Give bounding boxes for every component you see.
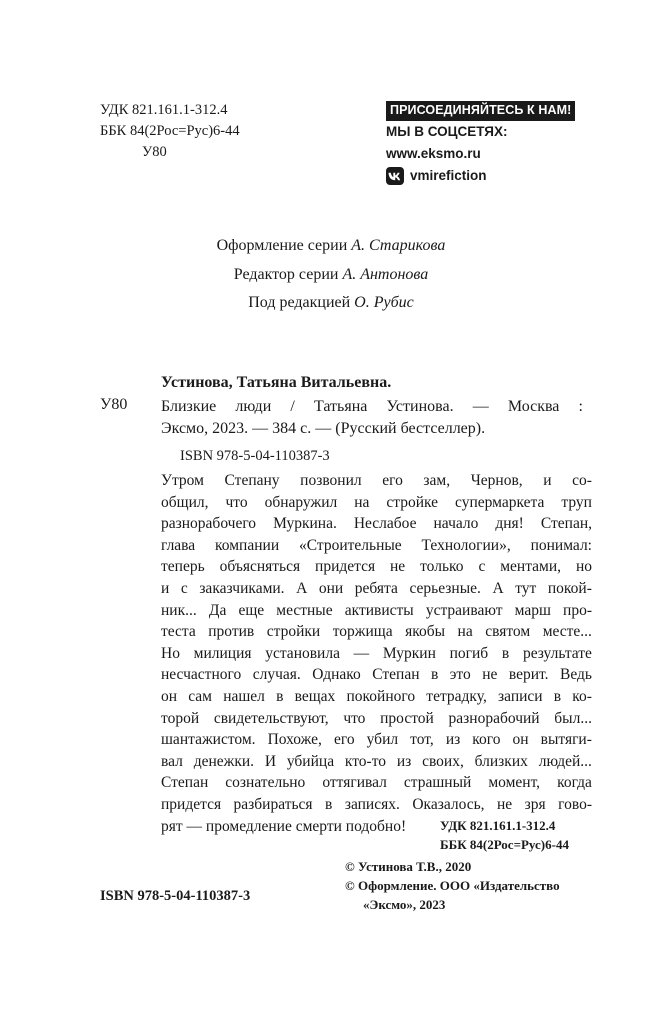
title-word: люди [235, 398, 272, 415]
annotation-word: гово- [558, 795, 592, 813]
annotation-word: тот, [410, 731, 434, 749]
title-word: Татьяна [313, 398, 368, 415]
credit-editor [0, 261, 662, 290]
annotation-word: Однако [312, 666, 361, 684]
annotation-word: покойного [346, 687, 416, 705]
annotation-word: оттягивал [322, 774, 387, 792]
annotation-word: страшный [403, 774, 472, 792]
annotation-word: записи [498, 687, 543, 705]
entry-author-mark: У80 [100, 396, 128, 413]
annotation-word: милиция [193, 644, 252, 662]
annotation-word: людей... [538, 752, 592, 770]
annotation-word: вал [161, 752, 183, 770]
title-word: : [578, 398, 583, 415]
annotation-word: со- [572, 472, 592, 489]
vk-icon [386, 167, 404, 185]
credit-design-prefix: Оформление серии [216, 237, 348, 254]
annotation-line [161, 600, 592, 622]
annotation-word: в [553, 687, 562, 705]
annotation-line [161, 794, 592, 816]
annotation-word: убийца [286, 752, 335, 770]
annotation-word: момент, [488, 774, 541, 792]
annotation-word: разбираться [233, 795, 313, 813]
annotation-word: глава [161, 536, 196, 554]
annotation-word: результате [522, 644, 592, 662]
annotation-word: покой- [547, 579, 592, 597]
bbk-code: ББК 84(2Рос=Рус)6-44 [100, 123, 240, 139]
annotation-word: в [501, 644, 510, 662]
annotation-word: Муркина. [273, 515, 337, 533]
annotation-word: торжища [332, 623, 393, 641]
annotation-word: про- [563, 601, 592, 619]
annotation-word: своих, [422, 752, 464, 770]
annotation-word: установила [265, 644, 340, 662]
entry-title-block [161, 396, 583, 440]
annotation-word: записях. [344, 795, 400, 813]
annotation-word: местные [276, 601, 333, 619]
annotation-word: дня! [495, 515, 524, 533]
annotation-word: торой [161, 709, 200, 727]
credit-editor-prefix: Редактор серии [233, 265, 339, 283]
vk-handle: vmirefiction [410, 168, 487, 183]
annotation-line [161, 708, 592, 730]
annotation-line [161, 492, 592, 514]
annotation-word: в [325, 795, 333, 813]
annotation-word: не [497, 795, 513, 813]
annotation-word: активисты [344, 601, 414, 619]
annotation-text [161, 470, 592, 837]
annotation-word: труп [561, 493, 592, 511]
udk-code-bottom: УДК 821.161.1-312.4 [440, 818, 556, 833]
annotation-word: заказчиками. [199, 579, 285, 597]
title-word: — [472, 398, 489, 415]
annotation-word: его [382, 472, 403, 489]
annotation-word: обнаружил [264, 493, 338, 511]
annotation-word: он [161, 687, 178, 705]
annotation-word: и [161, 579, 170, 597]
annotation-word: стройке [386, 493, 439, 511]
isbn-bottom: ISBN 978-5-04-110387-3 [100, 888, 251, 904]
annotation-word: что [225, 493, 248, 511]
annotation-word: Утром [161, 472, 204, 489]
annotation-word: святом [485, 623, 531, 641]
annotation-word: А [296, 579, 308, 597]
credit-edited-name: О. Рубис [354, 294, 414, 311]
annotation-word: Да [208, 601, 227, 619]
classification-codes-top [100, 100, 240, 163]
annotation-word: шантажистом. [161, 731, 256, 749]
credit-design [0, 232, 662, 261]
annotation-word: вещах [294, 687, 336, 705]
annotation-word: сознательно [225, 774, 306, 792]
annotation-word: придется [315, 558, 376, 576]
annotation-word: в [430, 666, 439, 684]
annotation-word: зря [524, 795, 546, 813]
annotation-word: случая. [252, 666, 301, 684]
credit-editor-name: А. Антонова [342, 265, 429, 283]
annotation-line [161, 643, 592, 665]
entry-title-line-1 [161, 396, 583, 418]
annotation-word: якобы [405, 623, 446, 641]
annotation-word: — [353, 644, 370, 662]
annotation-word: супермаркета [455, 493, 545, 511]
author-mark: У80 [142, 144, 167, 160]
title-word: / [290, 398, 295, 415]
annotation-word: Неслабое [353, 515, 417, 533]
annotation-word: Чернов, [470, 472, 523, 489]
annotation-line [161, 556, 592, 578]
annotation-word: на [354, 493, 370, 511]
annotation-word: А [492, 579, 504, 597]
credit-edited-prefix: Под редакцией [248, 294, 351, 311]
annotation-word: Оказалось, [412, 795, 485, 813]
copyright-design-cont: «Эксмо», 2023 [363, 897, 446, 912]
annotation-word: из [445, 731, 461, 749]
annotation-word: ребята [354, 579, 398, 597]
annotation-word: только [420, 558, 464, 576]
entry-isbn: ISBN 978-5-04-110387-3 [180, 448, 330, 464]
annotation-word: Степан [372, 666, 420, 684]
udk-code: УДК 821.161.1-312.4 [100, 102, 228, 118]
annotation-word: с [180, 579, 188, 597]
annotation-line [161, 772, 592, 794]
annotation-word: это [449, 666, 471, 684]
annotation-word: общил, [161, 493, 209, 511]
annotation-word: с [478, 558, 486, 576]
classification-codes-bottom [440, 816, 569, 854]
annotation-line [161, 751, 592, 773]
annotation-word: серьезные. [409, 579, 481, 597]
annotation-word: но [575, 558, 592, 576]
annotation-word: тетрадку, [426, 687, 487, 705]
annotation-word: нашел [223, 687, 265, 705]
annotation-word: еще [238, 601, 265, 619]
annotation-word: близких [474, 752, 528, 770]
annotation-word: разнорабочего [161, 515, 257, 533]
bbk-code-bottom: ББК 84(2Рос=Рус)6-44 [440, 837, 569, 852]
annotation-word: его [333, 731, 355, 749]
annotation-word: кого [472, 731, 501, 749]
annotation-word: компании [215, 536, 280, 554]
series-credits [0, 232, 662, 318]
website-link[interactable]: www.eksmo.ru [386, 146, 481, 161]
annotation-word: на [457, 623, 473, 641]
annotation-word: позвонил [300, 472, 362, 489]
annotation-word: против [208, 623, 255, 641]
join-us-banner: ПРИСОЕДИНЯЙТЕСЬ К НАМ! [386, 101, 575, 121]
annotation-word: тут [515, 579, 537, 597]
annotation-word: когда [557, 774, 592, 792]
annotation-line [161, 535, 592, 557]
annotation-word: и [543, 472, 552, 489]
vk-link[interactable] [386, 165, 575, 187]
annotation-word: Степану [224, 472, 280, 489]
annotation-word: разнорабочий [448, 709, 540, 727]
entry-title-line-2: Эксмо, 2023. — 384 с. — (Русский бестселлер). [161, 420, 486, 437]
copyright-design: © Оформление. ООО «Издательство [345, 878, 560, 893]
annotation-word: начало [433, 515, 479, 533]
annotation-line [161, 578, 592, 600]
annotation-word: был... [554, 709, 592, 727]
credit-design-name: А. Старикова [351, 237, 446, 254]
annotation-word: ко- [572, 687, 592, 705]
title-word: Москва [507, 398, 560, 415]
copyright-author: © Устинова Т.В., 2020 [345, 859, 472, 874]
annotation-word: убил [366, 731, 399, 749]
annotation-line [161, 729, 592, 751]
annotation-word: устраивают [425, 601, 503, 619]
social-block [386, 101, 575, 187]
annotation-word: вытяги- [540, 731, 592, 749]
annotation-word: «Строительные [298, 536, 402, 554]
annotation-word: Ведь [559, 666, 592, 684]
annotation-word: денежки. [193, 752, 255, 770]
title-word: Близкие [161, 398, 217, 415]
annotation-word: простой [380, 709, 434, 727]
annotation-word: Технологии», [421, 536, 511, 554]
annotation-word: Но [161, 644, 180, 662]
annotation-word: из [396, 752, 412, 770]
annotation-line [161, 513, 592, 535]
annotation-word: стройки [266, 623, 321, 641]
copyright-block [345, 857, 560, 914]
annotation-word: что [343, 709, 366, 727]
annotation-word: Степан, [540, 515, 592, 533]
annotation-word: сам [188, 687, 212, 705]
annotation-word: придется [161, 795, 222, 813]
entry-author: Устинова, Татьяна Витальевна. [161, 374, 392, 391]
annotation-word: ник... [161, 601, 197, 619]
vk-logo-glyph [388, 172, 402, 181]
annotation-word: погиб [449, 644, 489, 662]
annotation-word: свидетельствуют, [213, 709, 329, 727]
annotation-word: Муркин [382, 644, 436, 662]
annotation-word: верит. [508, 666, 549, 684]
annotation-word: они [318, 579, 344, 597]
annotation-word: ментами, [500, 558, 562, 576]
credit-edited [0, 289, 662, 318]
annotation-word: не [482, 666, 498, 684]
annotation-line-last: рят — промедление смерти подобно! [161, 817, 407, 835]
annotation-word: теста [161, 623, 196, 641]
annotation-word: месте... [542, 623, 592, 641]
annotation-line [161, 470, 592, 492]
social-subtitle: МЫ В СОЦСЕТЯХ: [386, 124, 508, 139]
annotation-word: несчастного [161, 666, 242, 684]
annotation-line [161, 621, 592, 643]
annotation-word: он [512, 731, 529, 749]
title-word: Устинова. [386, 398, 454, 415]
annotation-word: кто-то [344, 752, 387, 770]
annotation-word: И [264, 752, 277, 770]
annotation-word: не [390, 558, 406, 576]
annotation-line [161, 686, 592, 708]
annotation-word: понимал: [530, 536, 592, 554]
annotation-word: марш [514, 601, 551, 619]
annotation-line [161, 664, 592, 686]
annotation-word: объясняться [219, 558, 301, 576]
annotation-word: в [276, 687, 284, 705]
annotation-word: Похоже, [267, 731, 322, 749]
annotation-word: зам, [423, 472, 451, 489]
annotation-word: теперь [161, 558, 205, 576]
annotation-word: Степан [161, 774, 209, 792]
